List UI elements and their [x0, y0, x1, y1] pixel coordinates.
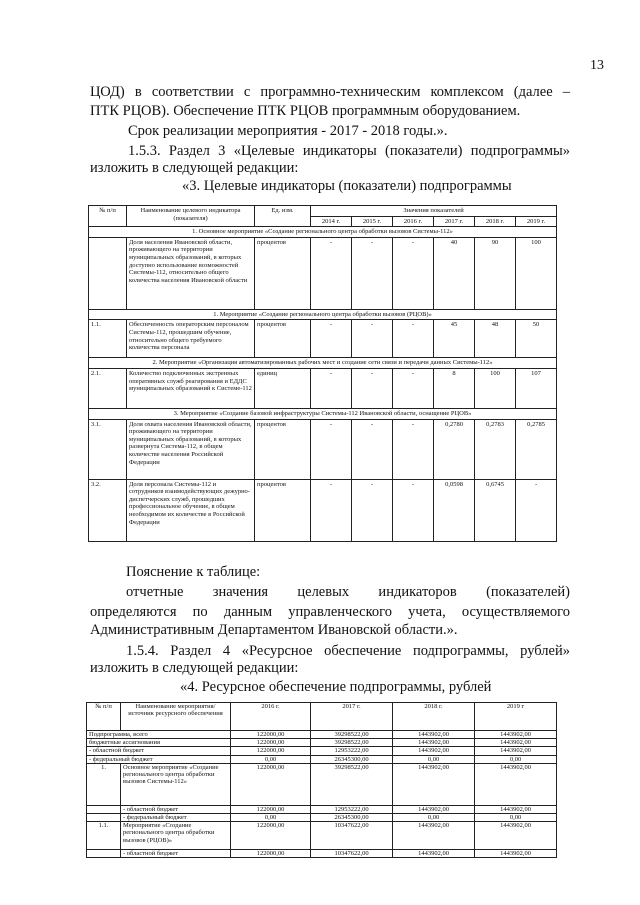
header-year: 2014 г. [311, 216, 352, 227]
row-value: 0,2783 [475, 419, 516, 479]
header-num: № п/п [87, 703, 121, 731]
row-value: - [393, 479, 434, 541]
row-value: 0,00 [231, 814, 311, 822]
row-name: - федеральный бюджет [87, 755, 231, 763]
row-value: 1443902,00 [475, 850, 557, 858]
row-value: 1443902,00 [475, 822, 557, 850]
row-name: - федеральный бюджет [121, 814, 231, 822]
row-value: 26345300,00 [311, 755, 393, 763]
row-value: 1443902,00 [393, 850, 475, 858]
row-value: - [311, 419, 352, 479]
row-unit: процентов [255, 320, 311, 358]
row-num [89, 237, 127, 309]
row-value: - [352, 368, 393, 408]
row-value: 1443902,00 [475, 805, 557, 813]
row-unit: процентов [255, 479, 311, 541]
row-value: 0,0598 [434, 479, 475, 541]
paragraph-line: изложить в следующей редакции: [90, 160, 299, 176]
header-year: 2019 г [475, 703, 557, 731]
row-num: 1. [87, 763, 121, 805]
row-value: 1443902,00 [475, 739, 557, 747]
header-year: 2016 г. [231, 703, 311, 731]
header-year: 2019 г. [516, 216, 557, 227]
row-value: 0,2780 [434, 419, 475, 479]
row-name: Основное мероприятие «Создание регионального центра обработки вызовов Системы-112» [121, 763, 231, 805]
row-value: 122000,00 [231, 747, 311, 755]
row-value: - [393, 237, 434, 309]
row-value: 122000,00 [231, 850, 311, 858]
row-value: - [393, 320, 434, 358]
row-value: 1443902,00 [393, 763, 475, 805]
row-value: 26345300,00 [311, 814, 393, 822]
header-unit: Ед. изм. [255, 206, 311, 227]
row-name: Мероприятие «Создание регионального центра обработки вызовов (РЦОВ)» [121, 822, 231, 850]
row-name: Доля персонала Системы-112 и сотрудников взаимодействующих дежурно-диспетчерских служб, прошедших профессиональное обучение, в общем необходимом их количестве в Российской Федерации [127, 479, 255, 541]
row-unit: процентов [255, 237, 311, 309]
row-value: - [393, 368, 434, 408]
row-value: 122000,00 [231, 805, 311, 813]
header-year: 2015 г. [352, 216, 393, 227]
row-value: - [516, 479, 557, 541]
paragraph-line: 1.5.3. Раздел 3 «Целевые индикаторы (показатели) подпрограммы» [128, 143, 570, 159]
header-year: 2017 г. [434, 216, 475, 227]
row-num: 3.1. [89, 419, 127, 479]
row-name: Доля населения Ивановской области, проживающего на территории муниципальных образований, в которых доступно использование возможностей Системы-112, относительно общего количества населения Ивановской области [127, 237, 255, 309]
row-value: 0,6745 [475, 479, 516, 541]
row-value: 40 [434, 237, 475, 309]
row-value: 1443902,00 [393, 822, 475, 850]
header-year: 2016 г. [393, 216, 434, 227]
note-line: определяются по данным управленческого учета, осуществляемого [90, 604, 570, 620]
row-value: 0,00 [393, 755, 475, 763]
row-value: 0,00 [231, 755, 311, 763]
row-value: 122000,00 [231, 822, 311, 850]
row-value: 1443902,00 [393, 731, 475, 739]
resources-table [86, 702, 557, 858]
row-num: 2.1. [89, 368, 127, 408]
row-value: 107 [516, 368, 557, 408]
row-value: 8 [434, 368, 475, 408]
row-value: 0,2785 [516, 419, 557, 479]
row-value: 122000,00 [231, 739, 311, 747]
row-value: - [352, 479, 393, 541]
header-values: Значения показателей [311, 206, 557, 217]
row-value: - [311, 237, 352, 309]
row-value: 100 [516, 237, 557, 309]
row-value: 50 [516, 320, 557, 358]
note-line: отчетные значения целевых индикаторов (показателей) [126, 584, 570, 600]
row-num: 1.1. [89, 320, 127, 358]
header-year: 2018 г. [475, 216, 516, 227]
header-num: № п/п [89, 206, 127, 227]
page-number: 13 [590, 58, 604, 73]
section-row: 1. Основное мероприятие «Создание регионального центра обработки вызовов Системы-112» [89, 227, 557, 238]
row-value: 12953222,00 [311, 747, 393, 755]
row-value: 39298522,00 [311, 739, 393, 747]
section-row: 2. Мероприятие «Организация автоматизированных рабочих мест и создание сети связи и передачи данных Системы-112» [89, 358, 557, 369]
header-name: Наименование целевого индикатора (показателя) [127, 206, 255, 227]
row-value: - [311, 368, 352, 408]
row-value: 39298522,00 [311, 731, 393, 739]
row-value: 122000,00 [231, 731, 311, 739]
section-row: 3. Мероприятие «Создание базовой инфраструктуры Системы-112 Ивановской области, оснащение РЦОВ» [89, 408, 557, 419]
row-name: - областной бюджет [121, 805, 231, 813]
row-unit: процентов [255, 419, 311, 479]
row-name: Обеспеченность операторским персоналом Системы-112, прошедшим обучение, относительно общего требуемого количества персонала [127, 320, 255, 358]
note-line: Административным Департаментом Ивановской области.». [90, 622, 458, 638]
row-value: 45 [434, 320, 475, 358]
row-name: Доля охвата населения Ивановской области, проживающего на территории муниципальных образований, в которых развернута Система-112, в общем количестве населения Российской Федерации [127, 419, 255, 479]
row-name: Подпрограмма, всего [87, 731, 231, 739]
header-year: 2017 г. [311, 703, 393, 731]
row-value: 90 [475, 237, 516, 309]
row-unit: единиц [255, 368, 311, 408]
row-value: - [311, 479, 352, 541]
row-value: 1443902,00 [393, 739, 475, 747]
header-year: 2018 г. [393, 703, 475, 731]
row-value: 122000,00 [231, 763, 311, 805]
row-name: - областной бюджет [121, 850, 231, 858]
paragraph-line: изложить в следующей редакции: [90, 660, 299, 676]
row-value: 1443902,00 [475, 731, 557, 739]
paragraph-line: 1.5.4. Раздел 4 «Ресурсное обеспечение подпрограммы, рублей» [126, 643, 570, 659]
row-value: 48 [475, 320, 516, 358]
row-value: 1443902,00 [393, 805, 475, 813]
row-value: 1443902,00 [393, 747, 475, 755]
row-name: бюджетные ассигнования [87, 739, 231, 747]
row-value: - [311, 320, 352, 358]
section-row: 1. Мероприятие «Создание регионального центра обработки вызовов (РЦОВ)» [89, 309, 557, 320]
row-value: 100 [475, 368, 516, 408]
row-value: - [352, 237, 393, 309]
row-value: 10347622,00 [311, 822, 393, 850]
row-value: 0,00 [393, 814, 475, 822]
row-value: - [352, 320, 393, 358]
row-value: 12953222,00 [311, 805, 393, 813]
row-value: 1443902,00 [475, 747, 557, 755]
table1-title: «3. Целевые индикаторы (показатели) подпрограммы [182, 178, 512, 194]
row-value: 39298522,00 [311, 763, 393, 805]
row-value: - [352, 419, 393, 479]
note-title: Пояснение к таблице: [126, 564, 261, 580]
row-name: - областной бюджет [87, 747, 231, 755]
row-name: Количество подключенных экстренных оперативных служб реагирования и ЕДДС муниципальных образований к Системе-112 [127, 368, 255, 408]
row-value: 1443902,00 [475, 763, 557, 805]
row-value: 10347622,00 [311, 850, 393, 858]
row-num: 1.1. [87, 822, 121, 850]
row-value: 0,00 [475, 755, 557, 763]
table2-title: «4. Ресурсное обеспечение подпрограммы, рублей [180, 679, 492, 695]
row-num: 3.2. [89, 479, 127, 541]
row-value: 0,00 [475, 814, 557, 822]
header-name: Наименование мероприятия/ источник ресурсного обеспечения [121, 703, 231, 731]
paragraph-line: ПТК РЦОВ). Обеспечение ПТК РЦОВ программным оборудованием. [90, 103, 521, 119]
indicators-table [88, 205, 557, 542]
paragraph-line: ЦОД) в соответствии с программно-техническим комплексом (далее – [90, 84, 570, 100]
row-value: - [393, 419, 434, 479]
paragraph-line: Срок реализации мероприятия - 2017 - 2018 годы.». [128, 123, 448, 139]
